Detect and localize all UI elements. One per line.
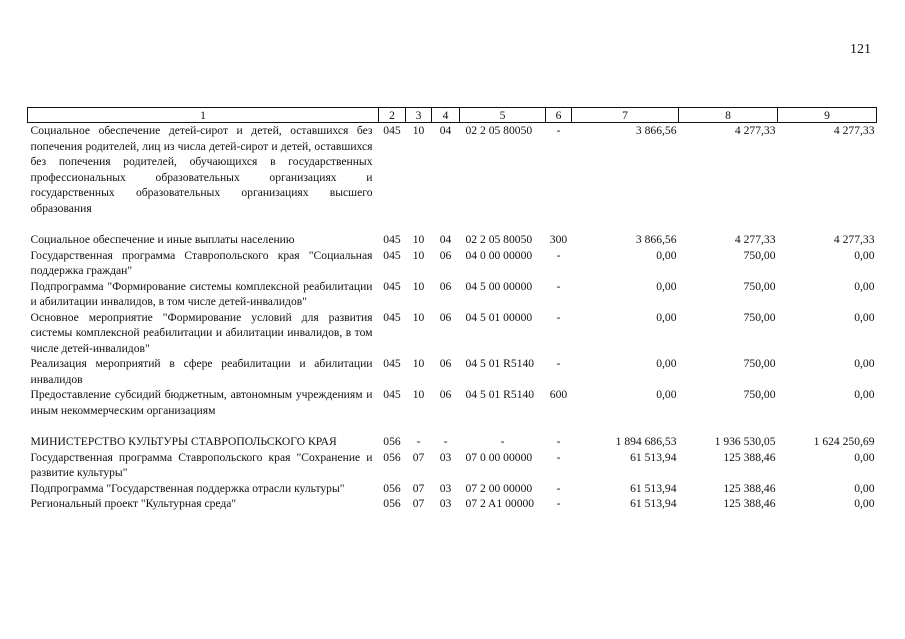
row-name: Государственная программа Ставропольского края "Социальная поддержка граждан"	[30, 248, 373, 277]
cell-vr: -	[556, 248, 561, 262]
cell-year-3: 0,00	[854, 310, 875, 324]
cell-year-1: 61 513,94	[630, 481, 677, 495]
table-row	[28, 123, 877, 217]
table-row	[28, 356, 877, 387]
cell-year-1: 1 894 686,53	[615, 435, 677, 448]
column-header: 3	[406, 108, 432, 123]
cell-csr: 04 5 01 R5140	[465, 357, 535, 370]
cell-rz: 07	[412, 450, 425, 464]
cell-year-1: 3 866,56	[635, 124, 677, 137]
cell-year-1: 0,00	[656, 388, 677, 401]
cell-gr: 045	[383, 124, 401, 137]
table-row	[28, 279, 877, 310]
cell-rz: 10	[412, 124, 425, 137]
cell-rz: 10	[412, 248, 425, 262]
cell-gr: 056	[383, 450, 401, 464]
cell-pr: 04	[439, 124, 452, 137]
cell-year-2: 750,00	[743, 357, 776, 370]
cell-year-2: 4 277,33	[734, 233, 776, 246]
table-row	[28, 387, 877, 418]
page-number: 121	[850, 42, 871, 57]
cell-year-1: 61 513,94	[630, 450, 677, 464]
cell-year-3: 4 277,33	[833, 233, 875, 246]
cell-gr: 056	[383, 481, 401, 495]
column-header: 7	[572, 108, 679, 123]
cell-vr: -	[556, 357, 561, 370]
row-name: МИНИСТЕРСТВО КУЛЬТУРЫ СТАВРОПОЛЬСКОГО КРАЯ	[30, 435, 337, 448]
cell-year-2: 750,00	[743, 310, 776, 324]
cell-year-3: 0,00	[854, 450, 875, 464]
cell-vr: 600	[549, 388, 568, 401]
table-row	[28, 450, 877, 481]
cell-gr: 045	[383, 357, 401, 370]
cell-pr: 06	[439, 388, 452, 401]
column-header: 2	[379, 108, 406, 123]
cell-year-1: 0,00	[656, 248, 677, 262]
cell-vr: -	[556, 497, 561, 510]
cell-year-3: 0,00	[854, 497, 875, 510]
cell-year-1: 3 866,56	[635, 233, 677, 246]
cell-year-3: 4 277,33	[833, 124, 875, 137]
table-row	[28, 481, 877, 497]
cell-vr: 300	[549, 233, 568, 246]
cell-year-2: 750,00	[743, 279, 776, 293]
row-name: Социальное обеспечение детей-сирот и детей, оставшихся без попечения родителей, лиц из числа детей-сирот и детей, оставшихся без попечения родителей, обучающихся в государственных профессиональных образовательных организациях и государственных образовательных организациях высшего образования	[30, 124, 373, 215]
cell-year-2: 125 388,46	[723, 450, 776, 464]
cell-csr: -	[500, 435, 505, 448]
row-name: Предоставление субсидий бюджетным, автономным учреждениям и иным некоммерческим организациям	[30, 388, 373, 417]
row-name: Подпрограмма "Формирование системы комплексной реабилитации и абилитации инвалидов, в том числе детей-инвалидов"	[30, 279, 373, 308]
cell-csr: 04 0 00 00000	[465, 248, 533, 262]
cell-rz: 10	[412, 310, 425, 324]
cell-pr: 06	[439, 248, 452, 262]
cell-vr: -	[556, 310, 561, 324]
cell-csr: 04 5 00 00000	[465, 279, 533, 293]
cell-vr: -	[556, 279, 561, 293]
cell-year-2: 750,00	[743, 388, 776, 401]
column-header: 8	[679, 108, 778, 123]
cell-year-1: 0,00	[656, 279, 677, 293]
cell-year-1: 0,00	[656, 310, 677, 324]
cell-year-2: 1 936 530,05	[714, 435, 776, 448]
cell-pr: 03	[439, 481, 452, 495]
column-header: 9	[778, 108, 877, 123]
cell-gr: 045	[383, 233, 401, 246]
column-header: 6	[546, 108, 572, 123]
table-row	[28, 232, 877, 248]
cell-year-2: 4 277,33	[734, 124, 776, 137]
column-header: 4	[432, 108, 460, 123]
cell-gr: 045	[383, 248, 401, 262]
cell-pr: -	[443, 435, 448, 448]
cell-year-2: 750,00	[743, 248, 776, 262]
table-row	[28, 434, 877, 450]
row-name: Реализация мероприятий в сфере реабилитации и абилитации инвалидов	[30, 357, 373, 386]
cell-csr: 07 2 00 00000	[465, 481, 533, 495]
table-row	[28, 248, 877, 279]
cell-year-3: 0,00	[854, 388, 875, 401]
row-name: Социальное обеспечение и иные выплаты населению	[30, 233, 295, 246]
cell-vr: -	[556, 435, 561, 448]
cell-year-3: 0,00	[854, 357, 875, 370]
cell-pr: 03	[439, 497, 452, 510]
cell-year-1: 61 513,94	[630, 497, 677, 510]
cell-year-1: 0,00	[656, 357, 677, 370]
cell-year-3: 0,00	[854, 279, 875, 293]
column-header: 1	[28, 108, 379, 123]
cell-csr: 02 2 05 80050	[465, 124, 533, 137]
cell-vr: -	[556, 481, 561, 495]
cell-rz: 10	[412, 388, 425, 401]
budget-table	[27, 107, 877, 512]
cell-gr: 056	[383, 435, 401, 448]
column-header: 5	[460, 108, 546, 123]
cell-pr: 03	[439, 450, 452, 464]
cell-gr: 045	[383, 310, 401, 324]
table-row	[28, 496, 877, 512]
row-name: Государственная программа Ставропольского края "Сохранение и развитие культуры"	[30, 450, 373, 479]
cell-pr: 04	[439, 233, 452, 246]
table-row	[28, 310, 877, 357]
cell-csr: 07 0 00 00000	[465, 450, 533, 464]
cell-rz: 07	[412, 481, 425, 495]
cell-csr: 07 2 A1 00000	[465, 497, 535, 510]
row-name: Основное мероприятие "Формирование условий для развития системы комплексной реабилитации и абилитации инвалидов, в том числе детей-инвалидов"	[30, 310, 373, 355]
cell-csr: 04 5 01 00000	[465, 310, 533, 324]
cell-rz: 10	[412, 279, 425, 293]
cell-rz: 10	[412, 233, 425, 246]
cell-gr: 045	[383, 388, 401, 401]
header-row	[28, 108, 877, 123]
cell-csr: 04 5 01 R5140	[465, 388, 535, 401]
row-name: Региональный проект "Культурная среда"	[30, 497, 237, 510]
cell-rz: 07	[412, 497, 425, 510]
cell-csr: 02 2 05 80050	[465, 233, 533, 246]
cell-vr: -	[556, 124, 561, 137]
cell-rz: 10	[412, 357, 425, 370]
row-name: Подпрограмма "Государственная поддержка отрасли культуры"	[30, 481, 345, 495]
cell-year-3: 0,00	[854, 481, 875, 495]
cell-vr: -	[556, 450, 561, 464]
cell-pr: 06	[439, 279, 452, 293]
cell-year-3: 1 624 250,69	[813, 435, 875, 448]
cell-rz: -	[416, 435, 421, 448]
cell-year-2: 125 388,46	[723, 497, 776, 510]
cell-pr: 06	[439, 357, 452, 370]
cell-pr: 06	[439, 310, 452, 324]
cell-gr: 045	[383, 279, 401, 293]
cell-gr: 056	[383, 497, 401, 510]
cell-year-2: 125 388,46	[723, 481, 776, 495]
cell-year-3: 0,00	[854, 248, 875, 262]
